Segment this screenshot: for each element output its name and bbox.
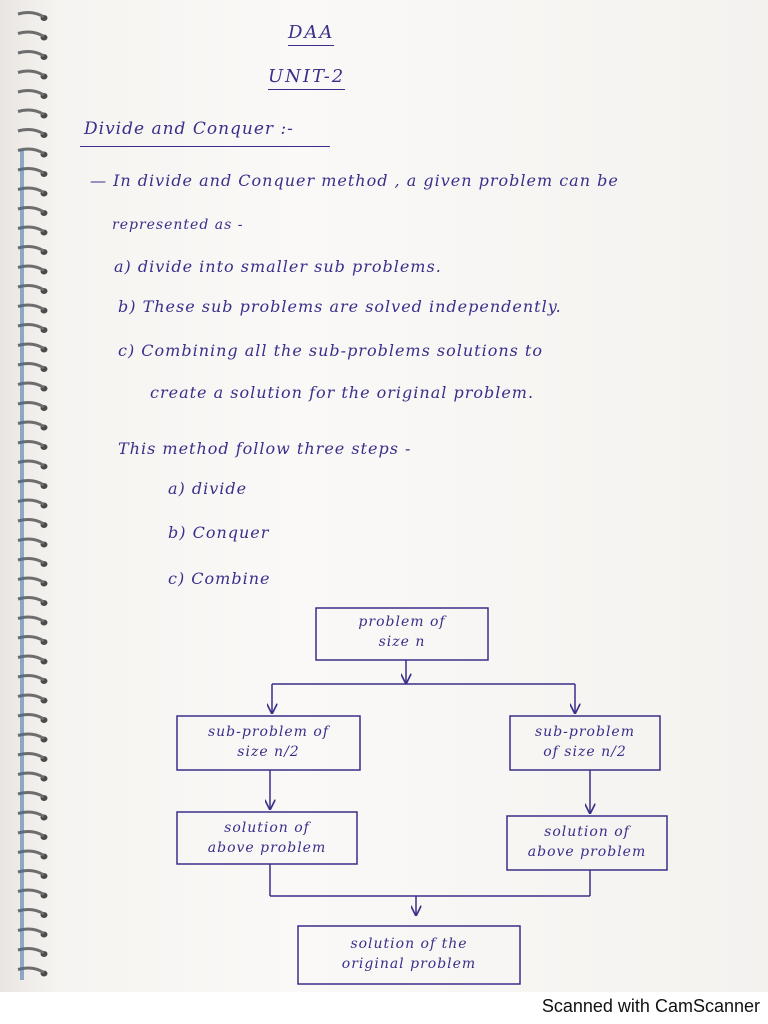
section-heading: Divide and Conquer :- — [84, 119, 294, 139]
box-final-solution-text: solution of the original problem — [341, 936, 477, 972]
box-left-subproblem-text: sub-problem of size n/2 — [207, 724, 330, 760]
point-c-continued: create a solution for the original problem. — [150, 383, 535, 402]
box-right-solution-text: solution of above problem — [527, 824, 647, 860]
step-conquer: b) Conquer — [168, 523, 270, 542]
box-left-solution-text: solution of above problem — [207, 820, 327, 856]
unit-title: UNIT-2 — [268, 68, 345, 86]
intro-line-1: — In divide and Conquer method , a given problem can be — [90, 171, 619, 190]
point-a: a) divide into smaller sub problems. — [114, 257, 442, 276]
step-divide: a) divide — [168, 479, 248, 498]
steps-intro: This method follow three steps - — [118, 439, 412, 458]
box-problem-text: problem of size n — [358, 614, 446, 650]
box-right-subproblem-text: sub-problem of size n/2 — [535, 724, 635, 760]
point-c: c) Combining all the sub-problems solutions to — [118, 341, 543, 360]
scanner-watermark: Scanned with CamScanner — [541, 996, 760, 1016]
step-combine: c) Combine — [168, 569, 271, 588]
scanner-footer — [0, 992, 768, 1024]
intro-line-2: represented as - — [112, 217, 244, 233]
subject-title: DAA — [288, 24, 334, 42]
point-b: b) These sub problems are solved independently. — [118, 297, 562, 316]
